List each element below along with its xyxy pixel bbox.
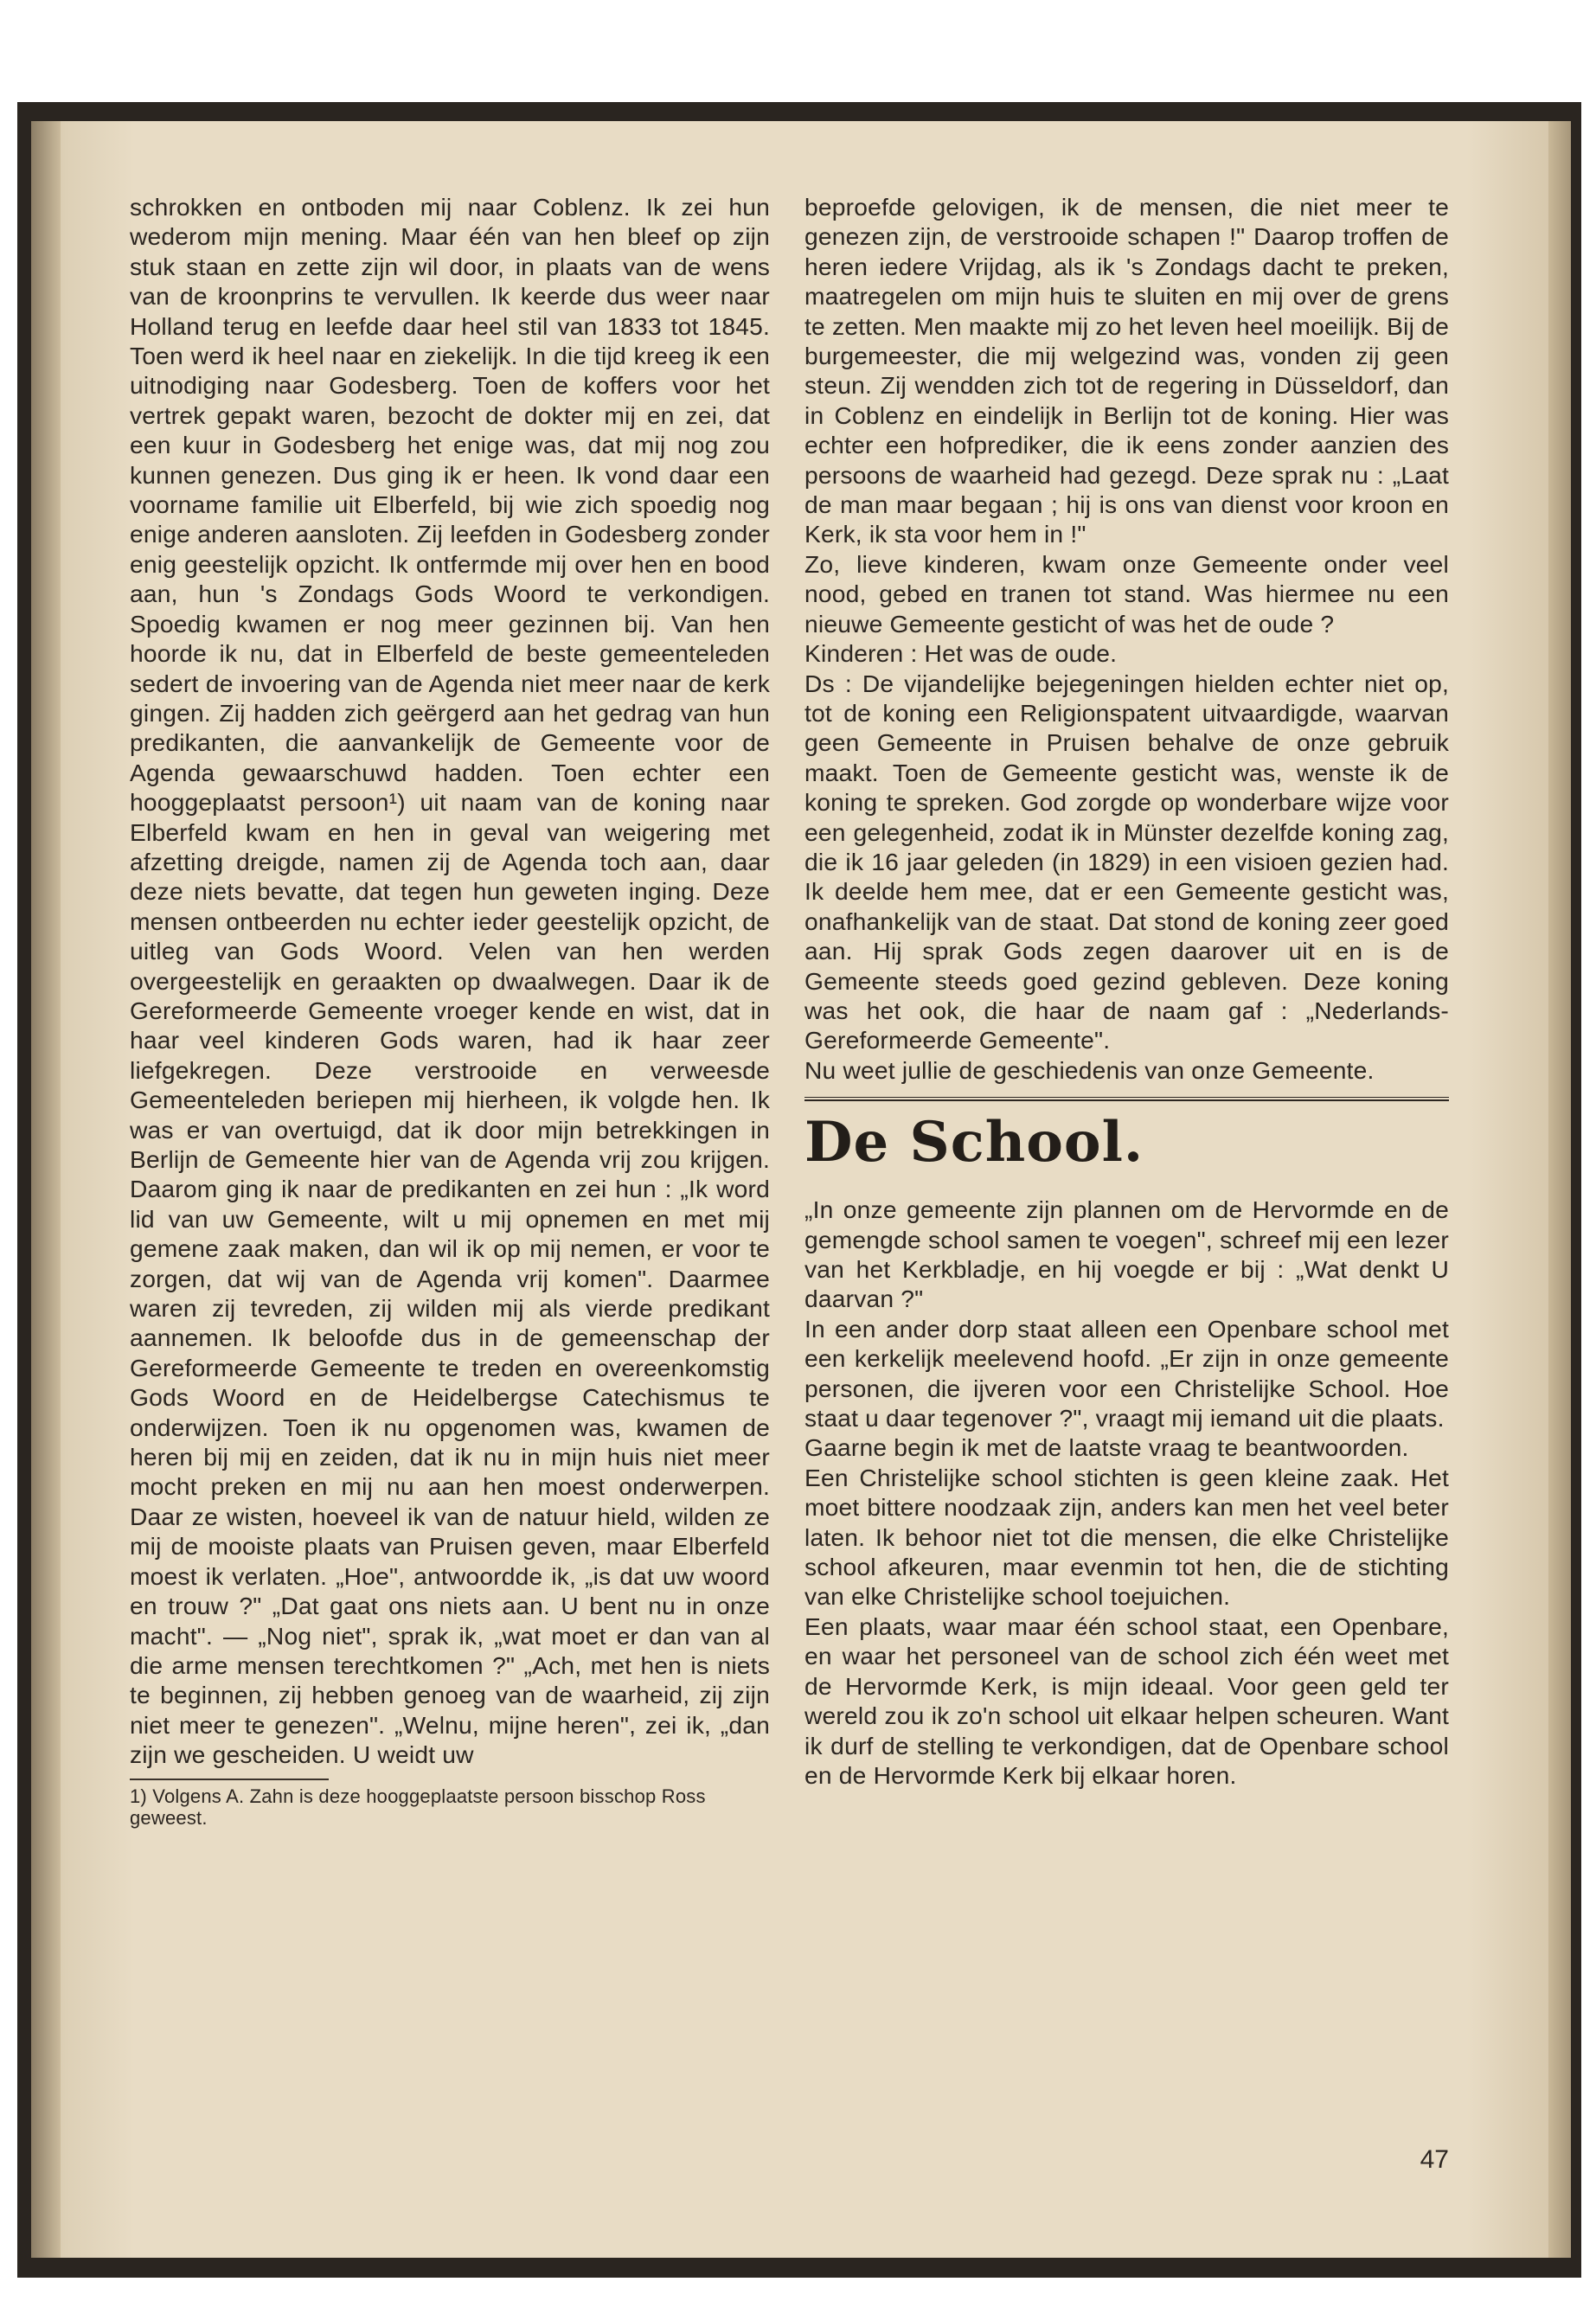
section-divider [804, 1097, 1449, 1101]
page-edge [1548, 121, 1571, 2258]
footnote [130, 1785, 770, 1829]
right-paragraph-5: Nu weet jullie de geschiedenis van onze Gemeente. [804, 1055, 1375, 1084]
section-title: De School. [804, 1110, 1144, 1176]
binding-shadow [31, 121, 61, 2258]
left-column [130, 192, 770, 1829]
school-paragraph-2: In een ander dorp staat alleen een Openbare school met een kerkelijk meelevend hoofd. „Er zijn in onze gemeente personen, die ijveren voor een Christelijke School. Hoe staat u daar tegenover ?", vraagt mij iemand uit die plaats. [804, 1314, 1449, 1433]
footnote-marker: 1) [130, 1785, 147, 1807]
page-number: 47 [1420, 2145, 1449, 2174]
right-paragraph-1: beproefde gelovigen, ik de mensen, die niet meer te genezen zijn, de verstrooide schapen !" Daarop troffen de heren iedere Vrijdag, als ik 's Zondags dacht te preken, maatregelen om mijn huis te sluiten en mij over de grens te zetten. Men maakte mij zo het leven heel moeilijk. Bij de burgemeester, die mij welgezind was, vonden zij geen steun. Zij wendden zich tot de regering in Düsseldorf, dan in Coblenz en eindelijk in Berlijn tot de koning. Hier was echter een hofprediker, die ik eens zonder aanzien des persoons de waarheid had gezegd. Deze sprak nu : „Laat de man maar begaan ; hij is ons van dienst voor kroon en Kerk, ik sta voor hem in !" [804, 193, 1449, 548]
right-paragraph-3: Kinderen : Het was de oude. [804, 639, 1118, 668]
school-paragraph-5: Een plaats, waar maar één school staat, een Openbare, en waar het personeel van de school zich één weet met de Hervormde Kerk, is mijn ideaal. Voor geen geld ter wereld zou ik zo'n school uit elkaar helpen scheuren. Want ik durf de stelling te verkondigen, dat de Openbare school en de Hervormde Kerk bij elkaar horen. [804, 1612, 1449, 1789]
right-paragraph-2: Zo, lieve kinderen, kwam onze Gemeente onder veel nood, gebed en tranen tot stand. Was hiermee nu een nieuwe Gemeente gesticht of was het de oude ? [804, 549, 1449, 638]
left-column-paragraph: schrokken en ontboden mij naar Coblenz. Ik zei hun wederom mijn mening. Maar één van hen bleef op zijn stuk staan en zette zijn wil door, in plaats van de wens van de kroonprins te vervullen. Ik keerde dus weer naar Holland terug en leefde daar heel stil van 1833 tot 1845. Toen werd ik heel naar en ziekelijk. In die tijd kreeg ik een uitnodiging naar Godesberg. Toen de koffers voor het vertrek gepakt waren, bezocht de dokter mij en zei, dat een kuur in Godesberg het enige was, dat mij nog zou kunnen genezen. Dus ging ik er heen. Ik vond daar een voorname familie uit Elberfeld, bij wie zich spoedig nog enige anderen aansloten. Zij leefden in Godesberg zonder enig geestelijk opzicht. Ik ontfermde mij over hen en bood aan, hun 's Zondags Gods Woord te verkondigen. Spoedig kwamen er nog meer gezinnen bij. Van hen hoorde ik nu, dat in Elberfeld de beste gemeenteleden sedert de invoering van de Agenda niet meer naar de kerk gingen. Zij hadden zich geërgerd aan het gedrag van hun predikanten, die aanvankelijk de Gemeente voor de Agenda gewaarschuwd hadden. Toen echter een hooggeplaatst persoon¹) uit naam van de koning naar Elberfeld kwam en hen in geval van weigering met afzetting dreigde, namen zij de Agenda toch aan, daar deze niets bevatte, dat tegen hun geweten inging. Deze mensen ontbeerden nu echter ieder geestelijk opzicht, de uitleg van Gods Woord. Velen van hen werden overgeestelijk en geraakten op dwaalwegen. Daar ik de Gereformeerde Gemeente vroeger kende en wist, dat in haar veel kinderen Gods waren, had ik haar zeer liefgekregen. Deze verstrooide en verweesde Gemeenteleden beriepen mij hierheen, ik volgde hen. Ik was er van overtuigd, dat ik door mijn betrekkingen in Berlijn de Gemeente hier van de Agenda vrij zou krijgen. Daarom ging ik naar de predikanten en zei hun : „Ik word lid van uw Gemeente, wilt u mij opnemen en met mij gemene zaak maken, dan wil ik op mij nemen, er voor te zorgen, dat wij van de Agenda vrij komen". Daarmee waren zij tevreden, zij wilden mij als vierde predikant aannemen. Ik beloofde dus in de gemeenschap der Gereformeerde Gemeente te treden en overeenkomstig Gods Woord en de Heidelbergse Catechismus te onderwijzen. Toen ik nu opgenomen was, kwamen de heren bij mij en zeiden, dat ik nu in mijn huis niet meer mocht preken en mij nu aan hen moest onderwerpen. Daar ze wisten, hoeveel ik van de natuur hield, wilden ze mij de mooiste plaats van Pruisen geven, maar Elberfeld moest ik verlaten. „Hoe", antwoordde ik, „is dat uw woord en trouw ?" „Dat gaat ons niets aan. U bent nu in onze macht". — „Nog niet", sprak ik, „wat moet er dan van al die arme mensen terechtkomen ?" „Ach, met hen is niets te beginnen, zij hebben genoeg van de waarheid, zij zijn niet meer te genezen". „Welnu, mijne heren", zei ik, „dan zijn we gescheiden. U weidt uw [130, 193, 770, 1769]
school-paragraph-1: „In onze gemeente zijn plannen om de Hervormde en de gemengde school samen te voegen", schreef mij een lezer van het Kerkbladje, en hij voegde er bij : „Wat denkt U daarvan ?" [804, 1195, 1449, 1313]
footnote-rule [130, 1779, 329, 1780]
school-paragraph-3: Gaarne begin ik met de laatste vraag te beantwoorden. [804, 1433, 1409, 1462]
right-column [804, 192, 1449, 1790]
right-paragraph-4: Ds : De vijandelijke bejegeningen hielden echter niet op, tot de koning een Religionspatent uitvaardigde, waarvan geen Gemeente in Pruisen behalve de onze gebruik maakt. Toen de Gemeente gesticht was, wenste ik de koning te spreken. God zorgde op wonderbare wijze voor een gelegenheid, zodat ik in Münster dezelfde koning zag, die ik 16 jaar geleden (in 1829) in een visioen gezien had. Ik deelde hem mee, dat er een Gemeente gesticht was, onafhankelijk van de staat. Dat stond de koning zeer goed aan. Hij sprak Gods zegen daarover uit en is de Gemeente steeds goed gezind gebleven. Deze koning was het ook, die haar de naam gaf : „Nederlands-Gereformeerde Gemeente". [804, 669, 1449, 1054]
footnote-text: Volgens A. Zahn is deze hooggeplaatste persoon bisschop Ross geweest. [130, 1785, 706, 1829]
school-paragraph-4: Een Christelijke school stichten is geen kleine zaak. Het moet bittere noodzaak zijn, anders kan men het veel beter laten. Ik behoor niet tot die mensen, die elke Christelijke school afkeuren, maar evenmin tot hen, die de stichting van elke Christelijke school toejuichen. [804, 1463, 1449, 1611]
